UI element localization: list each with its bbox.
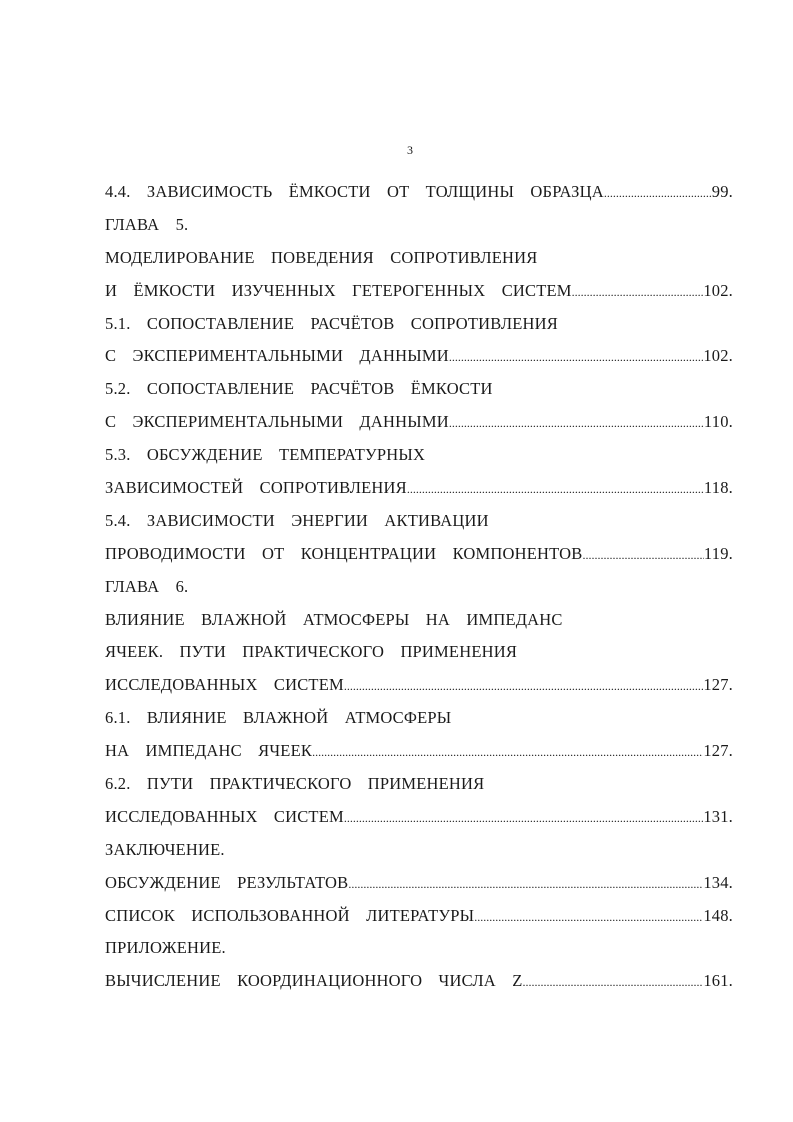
toc-heading-line	[105, 932, 733, 965]
toc-heading-line	[105, 505, 733, 538]
toc-entry-title: СПИСОК ИСПОЛЬЗОВАННОЙ ЛИТЕРАТУРЫ	[105, 905, 475, 925]
toc-entry-title: 6.1. ВЛИЯНИЕ ВЛАЖНОЙ АТМОСФЕРЫ	[105, 708, 452, 728]
dot-leader	[604, 177, 712, 209]
toc-entry-title: 4.4. ЗАВИСИМОСТЬ ЁМКОСТИ ОТ ТОЛЩИНЫ ОБРАЗЦА	[105, 182, 604, 201]
toc-entry-page: 99.	[711, 182, 733, 201]
dot-leader	[523, 966, 704, 998]
toc-entry-title: ИССЛЕДОВАННЫХ СИСТЕМ	[105, 806, 344, 826]
table-of-contents	[105, 176, 733, 998]
dot-leader	[572, 276, 704, 308]
toc-entry-page: 148.	[703, 905, 733, 925]
toc-entry-title: ПРОВОДИМОСТИ ОТ КОНЦЕНТРАЦИИ КОМПОНЕНТОВ	[105, 543, 583, 563]
toc-heading-line	[105, 834, 733, 867]
toc-entry-page: 131.	[703, 806, 733, 826]
toc-entry-title: 5.2. СОПОСТАВЛЕНИЕ РАСЧЁТОВ ЁМКОСТИ	[105, 379, 493, 399]
toc-entry-title: С ЭКСПЕРИМЕНТАЛЬНЫМИ ДАННЫМИ	[105, 412, 449, 432]
toc-entry	[105, 900, 733, 933]
toc-entry-title: С ЭКСПЕРИМЕНТАЛЬНЫМИ ДАННЫМИ	[105, 346, 449, 366]
toc-entry-title: МОДЕЛИРОВАНИЕ ПОВЕДЕНИЯ СОПРОТИВЛЕНИЯ	[105, 247, 538, 267]
dot-leader	[474, 901, 703, 933]
toc-entry-title: И ЁМКОСТИ ИЗУЧЕННЫХ ГЕТЕРОГЕННЫХ СИСТЕМ	[105, 280, 572, 300]
toc-heading-line	[105, 439, 733, 472]
toc-heading-line	[105, 702, 733, 735]
toc-entry	[105, 735, 733, 768]
toc-entry-page: 127.	[703, 741, 733, 761]
dot-leader	[348, 868, 703, 900]
toc-heading-line	[105, 636, 733, 669]
toc-heading-line	[105, 242, 733, 275]
dot-leader	[344, 670, 703, 702]
toc-entry-title: 5.4. ЗАВИСИМОСТИ ЭНЕРГИИ АКТИВАЦИИ	[105, 510, 489, 530]
dot-leader	[449, 341, 704, 373]
toc-entry-title: 6.2. ПУТИ ПРАКТИЧЕСКОГО ПРИМЕНЕНИЯ	[105, 774, 485, 794]
toc-entry-title: ВЫЧИСЛЕНИЕ КООРДИНАЦИОННОГО ЧИСЛА Z	[105, 971, 523, 991]
toc-entry-title: 5.3. ОБСУЖДЕНИЕ ТЕМПЕРАТУРНЫХ	[105, 445, 426, 465]
toc-entry-title: ГЛАВА 5.	[105, 214, 189, 234]
toc-entry	[105, 801, 733, 834]
toc-entry-title: НА ИМПЕДАНС ЯЧЕЕК	[105, 741, 313, 761]
page-number: 3	[407, 143, 413, 157]
toc-entry	[105, 275, 733, 308]
toc-heading-line	[105, 768, 733, 801]
toc-entry	[105, 472, 733, 505]
toc-entry-title: 5.1. СОПОСТАВЛЕНИЕ РАСЧЁТОВ СОПРОТИВЛЕНИЯ	[105, 313, 558, 333]
toc-entry-page: 161.	[703, 971, 733, 991]
toc-entry-title: ИССЛЕДОВАННЫХ СИСТЕМ	[105, 675, 344, 695]
toc-entry	[105, 669, 733, 702]
toc-entry	[105, 538, 733, 571]
dot-leader	[583, 539, 704, 571]
toc-entry-title: ЗАКЛЮЧЕНИЕ.	[105, 839, 225, 859]
dot-leader	[312, 736, 703, 768]
toc-heading-line	[105, 209, 733, 242]
toc-entry-page: 102.	[703, 280, 733, 300]
toc-entry	[105, 406, 733, 439]
toc-entry-title: ГЛАВА 6.	[105, 576, 189, 596]
dot-leader	[344, 802, 703, 834]
toc-entry-page: 118.	[703, 478, 733, 498]
toc-heading-line	[105, 373, 733, 406]
toc-entry-page: 102.	[703, 346, 733, 366]
toc-entry-title: ОБСУЖДЕНИЕ РЕЗУЛЬТАТОВ	[105, 872, 349, 892]
toc-entry-page: 110.	[703, 412, 733, 432]
toc-heading-line	[105, 604, 733, 637]
toc-heading-line	[105, 308, 733, 341]
toc-entry-title: ЗАВИСИМОСТЕЙ СОПРОТИВЛЕНИЯ	[105, 478, 407, 498]
toc-heading-line	[105, 571, 733, 604]
toc-entry	[105, 340, 733, 373]
toc-entry	[105, 176, 733, 209]
toc-entry-page: 127.	[703, 675, 733, 695]
toc-entry-title: ПРИЛОЖЕНИЕ.	[105, 938, 226, 958]
toc-entry-title: ЯЧЕЕК. ПУТИ ПРАКТИЧЕСКОГО ПРИМЕНЕНИЯ	[105, 642, 518, 662]
toc-entry-page: 134.	[703, 872, 733, 892]
toc-entry-title: ВЛИЯНИЕ ВЛАЖНОЙ АТМОСФЕРЫ НА ИМПЕДАНС	[105, 609, 563, 629]
toc-entry	[105, 965, 733, 998]
dot-leader	[407, 473, 704, 505]
toc-entry-page: 119.	[703, 543, 733, 563]
dot-leader	[449, 407, 704, 439]
toc-entry	[105, 867, 733, 900]
